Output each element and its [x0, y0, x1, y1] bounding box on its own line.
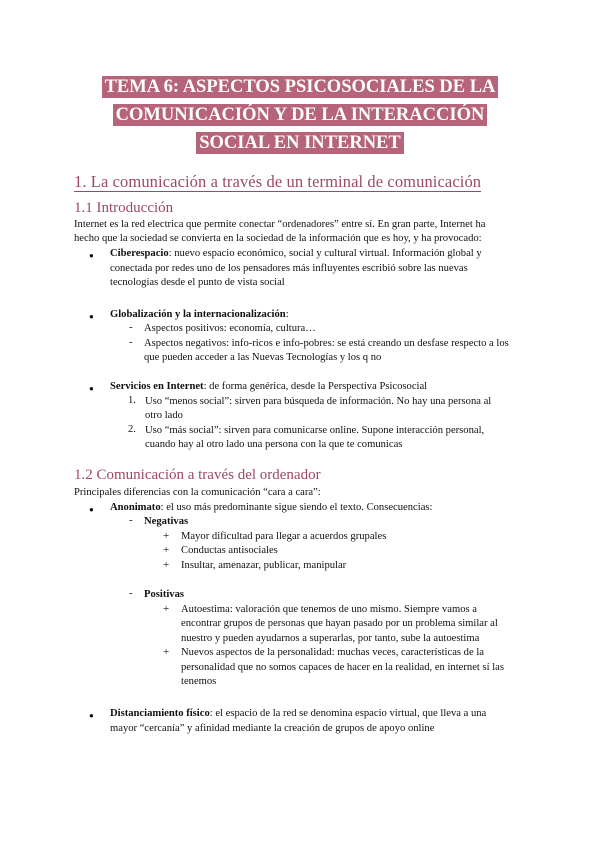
- bullet-icon: ●: [89, 711, 94, 720]
- negativas-item-1: Mayor dificultad para llegar a acuerdos grupales: [181, 531, 387, 542]
- positivas-item-1-line-2: encontrar grupos de personas que hayan pasado por un problema similar al: [181, 618, 498, 629]
- bullet-icon: ●: [89, 312, 94, 321]
- title-line-3: SOCIAL EN INTERNET: [196, 132, 404, 154]
- negativas-item-3: Insultar, amenazar, publicar, manipular: [181, 560, 347, 571]
- subsection-heading-intro: 1.1 Introducción: [74, 200, 174, 216]
- positivas-item-2-line-2: personalidad que no somos capaces de hacer en la realidad, en internet sí las: [181, 662, 504, 673]
- servicios-heading: Servicios en Internet: de forma genérica, desde la Perspectiva Psicosocial: [110, 381, 428, 392]
- positivas-item-1-line-1: Autoestima: valoración que tenemos de uno mismo. Siempre vamos a: [181, 604, 477, 615]
- servicios-item-2-line-1: Uso “más social”: sirven para comunicarse online. Supone interacción personal,: [145, 425, 485, 436]
- intro-paragraph-line-2: hecho que la sociedad se convierta en la sociedad de la información que es hoy, y ha provocado:: [74, 233, 482, 244]
- servicios-item-2-line-2: cuando hay al otro lado una persona con la que te comunicas: [145, 439, 403, 450]
- plus-icon: +: [163, 603, 170, 615]
- servicios-item-1-line-1: Uso “menos social”: sirven para búsqueda de información. No hay una persona al: [145, 396, 492, 407]
- dash-icon: -: [129, 514, 133, 526]
- plus-icon: +: [163, 544, 170, 556]
- plus-icon: +: [163, 559, 170, 571]
- dash-icon: -: [129, 336, 133, 348]
- dash-icon: -: [129, 321, 133, 333]
- globalizacion-negative-line-1: Aspectos negativos: info-ricos e info-pobres: se está creando un desfase respecto a los: [144, 338, 509, 349]
- ciberespacio-line-2: conectada por redes uno de los pensadores más influyentes escribió sobre las nuevas: [110, 263, 468, 274]
- list-number: 2.: [128, 424, 136, 435]
- document-title: [0, 73, 600, 157]
- plus-icon: +: [163, 530, 170, 542]
- ciberespacio-line-1: Ciberespacio: nuevo espacio económico, social y cultural virtual. Información global y: [110, 248, 482, 259]
- servicios-item-1-line-2: otro lado: [145, 410, 183, 421]
- globalizacion-heading: Globalización y la internacionalización:: [110, 309, 289, 320]
- negativas-label: Negativas: [144, 516, 189, 527]
- dash-icon: -: [129, 587, 133, 599]
- title-line-2: COMUNICACIÓN Y DE LA INTERACCIÓN: [113, 104, 488, 126]
- bullet-icon: ●: [89, 505, 94, 514]
- anonimato-heading: Anonimato: el uso más predominante sigue siendo el texto. Consecuencias:: [110, 502, 433, 513]
- comm-intro: Principales diferencias con la comunicación “cara a cara”:: [74, 487, 321, 498]
- ciberespacio-line-3: tecnologías desde el punto de vista social: [110, 277, 285, 288]
- subsection-heading-comm: 1.2 Comunicación a través del ordenador: [74, 467, 321, 483]
- positivas-item-2-line-1: Nuevos aspectos de la personalidad: muchas veces, características de la: [181, 647, 484, 658]
- globalizacion-negative-line-2: que pueden acceder a las Nuevas Tecnologías y los q no: [144, 352, 382, 363]
- distanciamiento-line-2: mayor “cercanía” y afinidad mediante la creación de grupos de apoyo online: [110, 723, 435, 734]
- section-heading: 1. La comunicación a través de un terminal de comunicación: [74, 172, 482, 191]
- globalizacion-positive: Aspectos positivos: economía, cultura…: [144, 323, 316, 334]
- positivas-label: Positivas: [144, 589, 185, 600]
- intro-paragraph-line-1: Internet es la red electrica que permite conectar “ordenadores” entre sí. En gran parte, Internet ha: [74, 219, 486, 230]
- plus-icon: +: [163, 646, 170, 658]
- bullet-icon: ●: [89, 251, 94, 260]
- list-number: 1.: [128, 395, 136, 406]
- positivas-item-1-line-3: nuestro y pueden ayudarnos a superarlas, por tanto, sube la autoestima: [181, 633, 480, 644]
- title-line-1: TEMA 6: ASPECTOS PSICOSOCIALES DE LA: [102, 76, 499, 98]
- positivas-item-2-line-3: tenemos: [181, 676, 217, 687]
- negativas-item-2: Conductas antisociales: [181, 545, 278, 556]
- distanciamiento-line-1: Distanciamiento físico: el espacio de la red se denomina espacio virtual, que lleva a una: [110, 708, 487, 719]
- bullet-icon: ●: [89, 384, 94, 393]
